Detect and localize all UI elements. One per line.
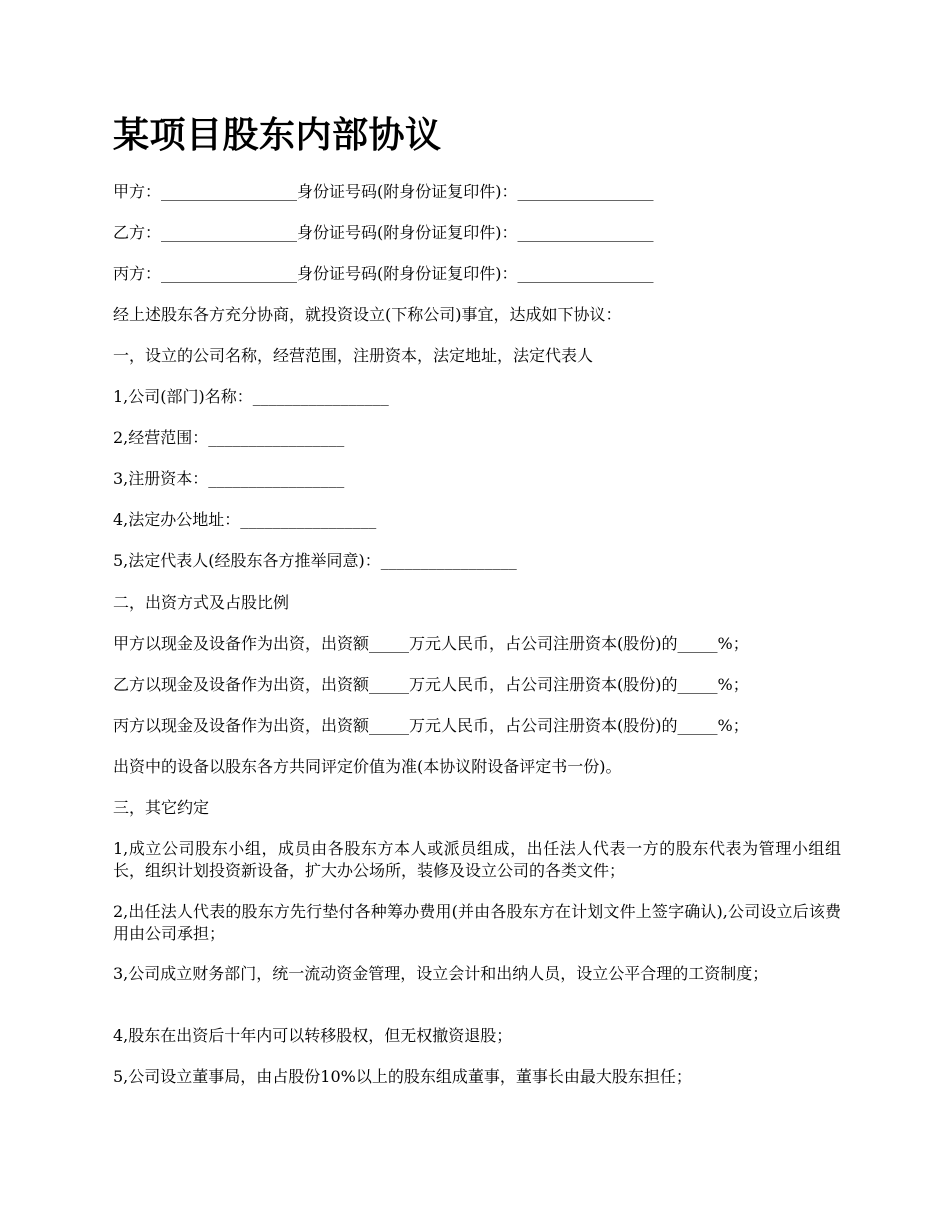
section3-item: 2,出任法人代表的股东方先行垫付各种筹办费用(并由各股东方在计划文件上签字确认),公司设立后该费用由公司承担； [113, 902, 841, 943]
section3-item: 5,公司设立董事局，由占股份10%以上的股东组成董事，董事长由最大股东担任； [113, 1067, 692, 1086]
section2-item: 乙方以现金及设备作为出资，出资额_____万元人民币，占公司注册资本(股份)的_____%； [113, 675, 749, 694]
section2-item: 丙方以现金及设备作为出资，出资额_____万元人民币，占公司注册资本(股份)的_____%； [113, 716, 749, 735]
section2-heading: 二，出资方式及占股比例 [113, 593, 290, 612]
intro-text: 经上述股东各方充分协商，就投资设立(下称公司)事宜，达成如下协议： [113, 305, 622, 324]
document-title: 某项目股东内部协议 [113, 115, 442, 156]
section3-item: 3,公司成立财务部门，统一流动资金管理，设立会计和出纳人员，设立公平合理的工资制度； [113, 964, 769, 983]
section2-item: 甲方以现金及设备作为出资，出资额_____万元人民币，占公司注册资本(股份)的_____%； [113, 634, 749, 653]
section2-item: 出资中的设备以股东各方共同评定价值为准(本协议附设备评定书一份)。 [113, 757, 622, 776]
party-line-b: 乙方：_________________身份证号码(附身份证复印件)：_________________ [113, 223, 654, 242]
section3-heading: 三，其它约定 [113, 798, 210, 817]
section3-item: 1,成立公司股东小组，成员由各股东方本人或派员组成，出任法人代表一方的股东代表为管理小组组长，组织计划投资新设备，扩大办公场所，装修及设立公司的各类文件； [113, 839, 841, 880]
section1-heading: 一，设立的公司名称，经营范围，注册资本，法定地址，法定代表人 [113, 346, 594, 365]
section3-item: 4,股东在出资后十年内可以转移股权，但无权撤资退股； [113, 1026, 513, 1045]
section1-item: 1,公司(部门)名称：_________________ [113, 387, 389, 406]
section1-item: 3,注册资本：_________________ [113, 469, 345, 488]
section1-item: 5,法定代表人(经股东各方推举同意)：_________________ [113, 551, 517, 570]
section1-item: 4,法定办公地址：_________________ [113, 510, 377, 529]
section1-item: 2,经营范围：_________________ [113, 428, 345, 447]
party-line-c: 丙方：_________________身份证号码(附身份证复印件)：_________________ [113, 264, 654, 283]
party-line-a: 甲方：_________________身份证号码(附身份证复印件)：_________________ [113, 182, 654, 201]
